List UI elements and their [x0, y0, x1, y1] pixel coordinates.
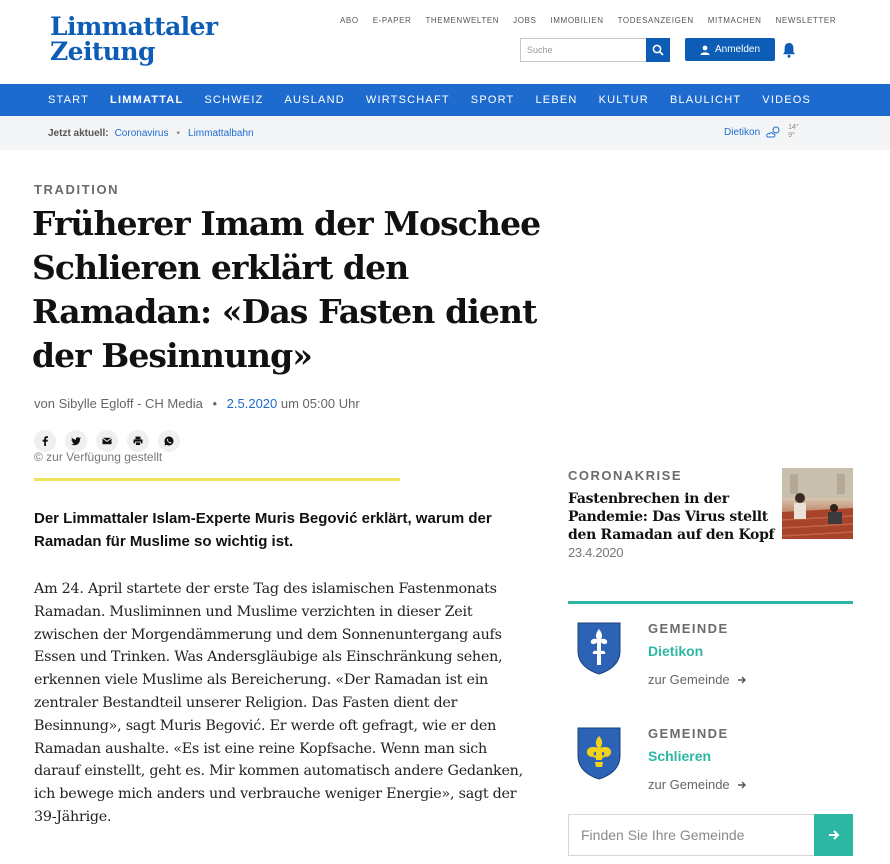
print-icon [133, 436, 143, 446]
site-header [0, 0, 890, 84]
share-mail-button[interactable] [96, 430, 118, 452]
top-link-newsletter[interactable]: NEWSLETTER [775, 16, 837, 25]
gemeinde-search-button[interactable] [814, 814, 853, 856]
gemeinde-link-dietikon[interactable] [648, 672, 747, 687]
top-links [340, 16, 850, 25]
gemeinde-link-label: zur Gemeinde [648, 672, 730, 687]
nav-kultur[interactable]: KULTUR [598, 94, 649, 106]
mail-icon [102, 437, 112, 445]
twitter-icon [71, 437, 81, 446]
trending-separator: • [176, 127, 181, 139]
share-whatsapp-button[interactable] [158, 430, 180, 452]
image-credit-text: © zur Verfügung gestellt [34, 452, 163, 464]
gemeinde-name-schlieren[interactable]: Schlieren [648, 748, 712, 764]
share-facebook-button[interactable] [34, 430, 56, 452]
teaser-date: 23.4.2020 [568, 545, 624, 560]
weather-city: Dietikon [724, 126, 761, 138]
teaser-photo [782, 468, 853, 539]
arrow-right-icon [827, 828, 841, 842]
teaser-kicker: CORONAKRISE [568, 468, 683, 483]
top-link-immobilien[interactable]: IMMOBILIEN [550, 16, 604, 25]
notification-bell[interactable] [782, 42, 796, 63]
schlieren-coat-of-arms-icon [576, 726, 622, 780]
site-logo[interactable] [50, 14, 217, 64]
gemeinde-search-input[interactable] [568, 814, 814, 856]
teal-divider [568, 601, 853, 604]
trending-label: Jetzt aktuell: [48, 127, 109, 139]
byline-author[interactable]: von Sibylle Egloff - CH Media [34, 396, 203, 411]
top-link-themenwelten[interactable]: THEMENWELTEN [425, 16, 500, 25]
gemeinde-search [568, 814, 853, 856]
login-button[interactable] [685, 38, 775, 61]
nav-schweiz[interactable]: SCHWEIZ [204, 94, 264, 106]
gemeinde-label: GEMEINDE [648, 726, 729, 741]
search-box [520, 38, 670, 62]
user-icon [700, 45, 710, 55]
dietikon-coat-of-arms-icon [576, 621, 622, 675]
share-print-button[interactable] [127, 430, 149, 452]
partly-cloudy-icon [766, 125, 782, 139]
weather-temp-high: 14° [788, 124, 799, 131]
nav-sport[interactable]: SPORT [470, 94, 515, 106]
byline-time: um 05:00 Uhr [280, 396, 360, 411]
gemeinde-card-schlieren[interactable] [568, 726, 853, 816]
top-link-todesanzeigen[interactable]: TODESANZEIGEN [617, 16, 694, 25]
login-label: Anmelden [714, 44, 761, 55]
nav-videos[interactable]: VIDEOS [762, 94, 812, 106]
weather-temps [788, 124, 799, 140]
share-bar [34, 430, 180, 452]
gemeinde-card-dietikon[interactable] [568, 621, 853, 711]
search-input[interactable] [520, 38, 646, 62]
arrow-right-icon [737, 780, 747, 790]
trending-bar [0, 116, 890, 150]
search-button[interactable] [646, 38, 670, 62]
trending-link-limmattalbahn[interactable]: Limmattalbahn [188, 127, 254, 139]
logo-line-2: Zeitung [50, 37, 155, 66]
main-navigation [0, 84, 890, 116]
teaser-image[interactable] [782, 468, 853, 539]
weather-widget[interactable] [724, 124, 799, 140]
bell-icon [782, 42, 796, 58]
nav-ausland[interactable]: AUSLAND [284, 94, 345, 106]
logo-line-1: Limmattaler [50, 12, 218, 41]
article-headline: Früherer Imam der Moschee Schlieren erklärt den Ramadan: «Das Fasten dient der Besinnung» [32, 204, 541, 375]
top-link-abo[interactable]: ABO [340, 16, 359, 25]
whatsapp-icon [164, 436, 174, 446]
facebook-icon [41, 436, 49, 446]
nav-wirtschaft[interactable]: WIRTSCHAFT [365, 94, 450, 106]
article-lead: Der Limmattaler Islam-Experte Muris Begović erklärt, warum der Ramadan für Muslime so wichtig ist. [34, 510, 492, 550]
byline-separator: • [212, 396, 218, 411]
gemeinde-link-label: zur Gemeinde [648, 777, 730, 792]
weather-temp-low: 9° [788, 132, 795, 139]
top-link-jobs[interactable]: JOBS [513, 16, 537, 25]
yellow-divider [34, 478, 400, 481]
teaser-headline[interactable] [568, 490, 778, 562]
article-kicker: TRADITION [34, 182, 120, 197]
search-icon [652, 44, 664, 56]
gemeinde-name-dietikon[interactable]: Dietikon [648, 643, 704, 659]
image-credit [34, 452, 434, 464]
top-link-mitmachen[interactable]: MITMACHEN [707, 16, 762, 25]
nav-start[interactable]: START [48, 94, 90, 106]
top-link-epaper[interactable]: E-PAPER [372, 16, 412, 25]
nav-leben[interactable]: LEBEN [535, 94, 578, 106]
share-twitter-button[interactable] [65, 430, 87, 452]
article-body: Am 24. April startete der erste Tag des islamischen Fastenmonats Ramadan. Musliminnen und Muslime verzichten in dieser Zeit zwischen der Morgendämmerung und dem Sonnenuntergang aufs Essen und Trinken. Was Andersgläubige als Einschränkung sehen, erkennen viele Muslime als Bereicherung. «Der Ramadan ist ein zentraler Bestandteil unserer Religion. Das Fasten dient der Besinnung», sagt Muris Begović. Er werde oft gefragt, wie er den Ramadan aushalte. «Es ist eine reine Kopfsache. Wenn man sich darauf einstellt, geht es. Mir kommen automatisch andere Gedanken, ich bewege mich anders und verbrauche weniger Energie», sagt der 39-Jährige. [34, 581, 523, 825]
gemeinde-link-schlieren[interactable] [648, 777, 747, 792]
byline-date: 2.5.2020 [226, 396, 278, 411]
nav-blaulicht[interactable]: BLAULICHT [669, 94, 742, 106]
teaser-title: Fastenbrechen in der Pandemie: Das Virus stellt den Ramadan auf den Kopf [568, 491, 775, 543]
article-byline [34, 396, 360, 411]
gemeinde-label: GEMEINDE [648, 621, 729, 636]
nav-limmattal[interactable]: LIMMATTAL [110, 94, 184, 106]
trending-link-coronavirus[interactable]: Coronavirus [114, 127, 169, 139]
arrow-right-icon [737, 675, 747, 685]
